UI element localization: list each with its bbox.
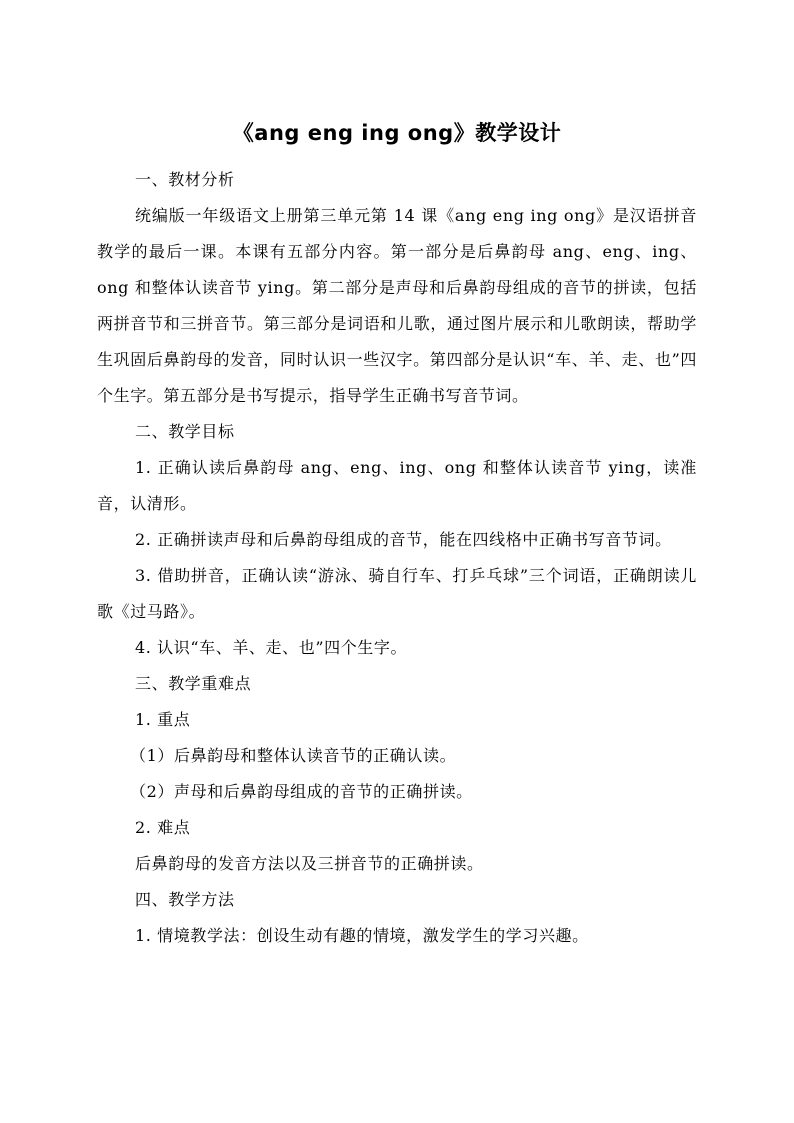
goal-item-4: 4. 认识“车、羊、走、也”四个生字。 [135, 638, 408, 657]
difficulty-text: 后鼻韵母的发音方法以及三拼音节的正确拼读。 [135, 854, 484, 873]
goal-item-1: 1. 正确认读后鼻韵母 ang、eng、ing、ong 和整体认读音节 ying，读准音，认清形。 [97, 458, 697, 513]
goal-item-2: 2. 正确拼读声母和后鼻韵母组成的音节，能在四线格中正确书写音节词。 [135, 530, 672, 549]
section-heading-goals: 二、教学目标 [135, 422, 235, 441]
goal-item-3: 3. 借助拼音，正确认读“游泳、骑自行车、打乒乓球”三个词语，正确朗读儿歌《过马路》。 [97, 566, 697, 621]
document-title: 《ang eng ing ong》教学设计 [232, 121, 562, 145]
section-heading-analysis: 一、教材分析 [135, 170, 235, 189]
analysis-paragraph: 统编版一年级语文上册第三单元第 14 课《ang eng ing ong》是汉语拼音教学的最后一课。本课有五部分内容。第一部分是后鼻韵母 ang、eng、ing、ong 和整体认读音节 ying。第二部分是声母和后鼻韵母组成的音节的拼读，包括两拼音节和三拼音节。第三部分是词语和儿歌，通过图片展示和儿歌朗读，帮助学生巩固后鼻韵母的发音，同时认识一些汉字。第四部分是认识“车、羊、走、也”四个生字。第五部分是书写提示，指导学生正确书写音节词。 [97, 206, 697, 405]
section-heading-key-difficult: 三、教学重难点 [135, 674, 252, 693]
key-point-label: 1. 重点 [135, 710, 191, 729]
section-heading-methods: 四、教学方法 [135, 890, 235, 909]
method-item-1: 1. 情境教学法：创设生动有趣的情境，激发学生的学习兴趣。 [135, 926, 589, 945]
key-point-1: （1）后鼻韵母和整体认读音节的正确认读。 [130, 746, 457, 765]
difficulty-label: 2. 难点 [135, 818, 191, 837]
key-point-2: （2）声母和后鼻韵母组成的音节的正确拼读。 [130, 782, 473, 801]
